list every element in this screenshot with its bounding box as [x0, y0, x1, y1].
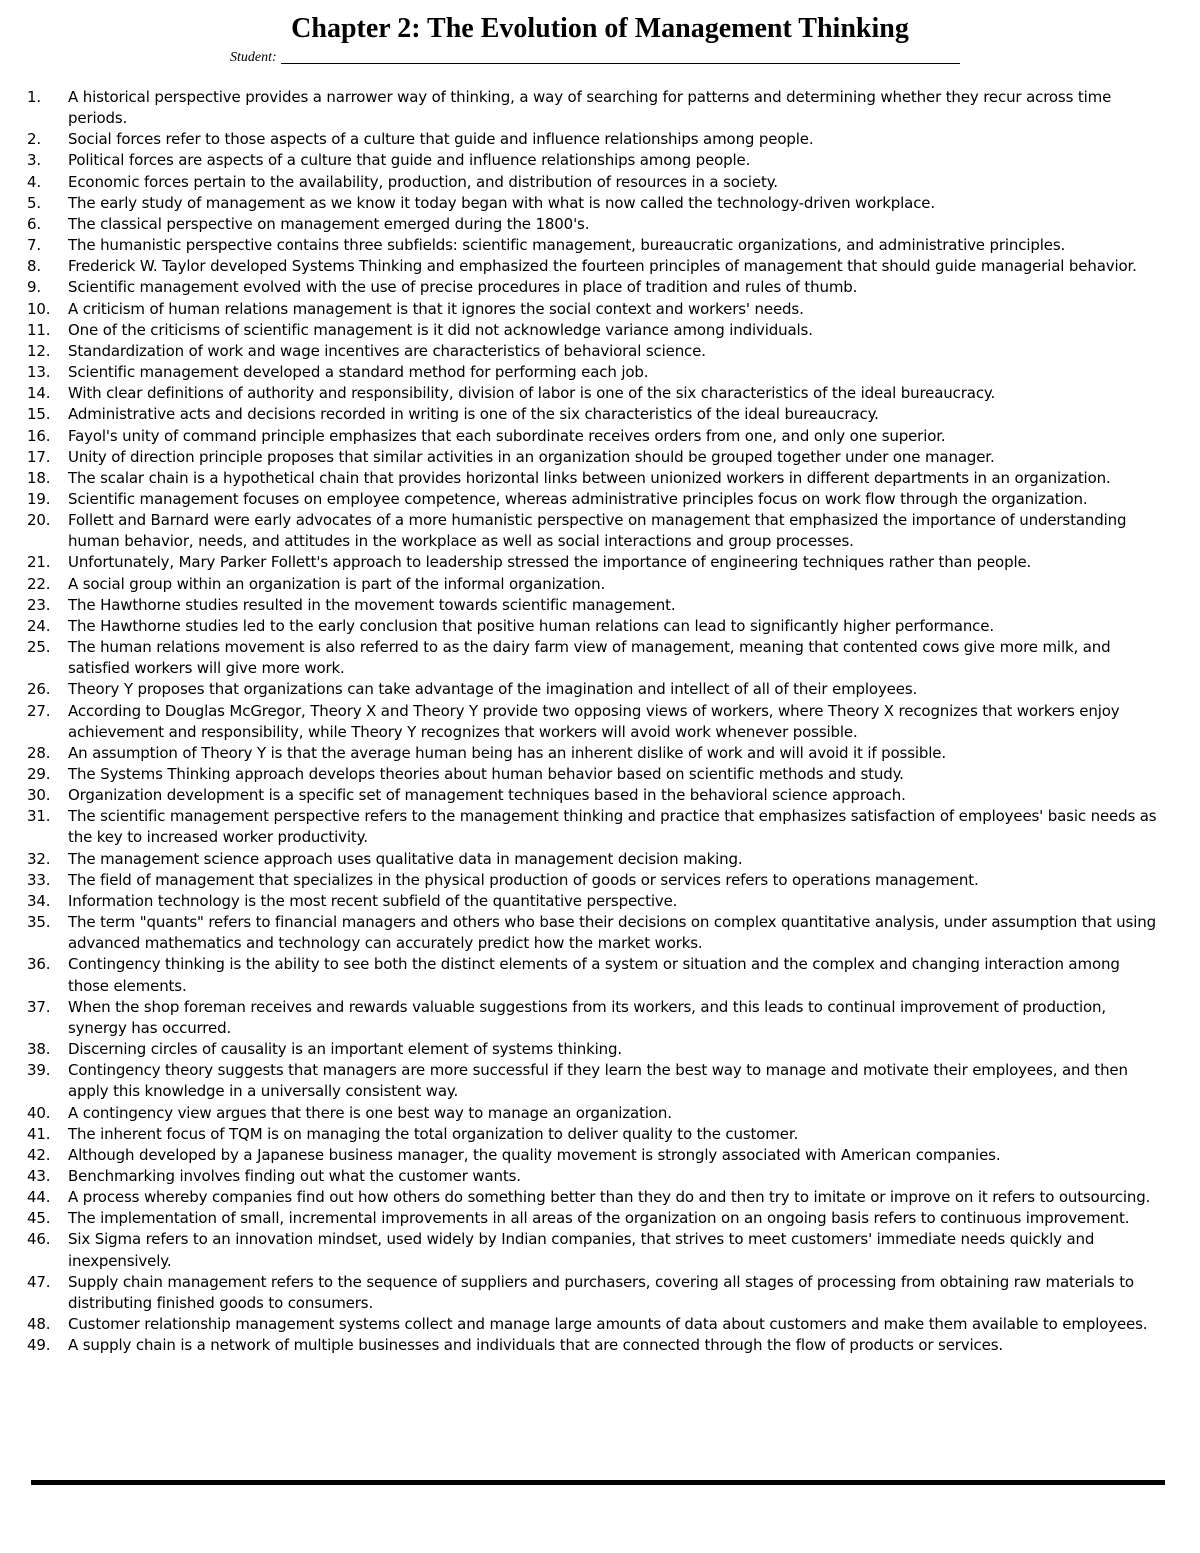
question-item — [0, 299, 1200, 320]
question-number: 40. — [27, 1103, 51, 1122]
page-title: Chapter 2: The Evolution of Management Thinking — [291, 13, 909, 44]
question-text: Customer relationship management systems collect and manage large amounts of data about customers and make them available to employees. — [68, 1315, 1148, 1334]
question-number: 44. — [27, 1188, 51, 1207]
question-text: One of the criticisms of scientific management is it did not acknowledge variance among individuals. — [68, 320, 813, 339]
question-number: 42. — [27, 1145, 51, 1164]
question-text: The early study of management as we know it today began with what is now called the technology-driven workplace. — [68, 193, 935, 212]
question-item — [0, 1103, 1200, 1124]
question-text: The Hawthorne studies led to the early conclusion that positive human relations can lead to significantly higher performance. — [68, 616, 994, 635]
question-number: 6. — [27, 214, 42, 233]
question-text: A supply chain is a network of multiple businesses and individuals that are connected through the flow of products or services. — [68, 1336, 1003, 1355]
question-item — [0, 489, 1200, 510]
question-item — [0, 1145, 1200, 1166]
question-item — [0, 87, 1200, 129]
student-name-row — [230, 44, 960, 66]
question-number: 46. — [27, 1230, 51, 1249]
question-text: Discerning circles of causality is an important element of systems thinking. — [68, 1040, 622, 1059]
question-text: Scientific management developed a standard method for performing each job. — [68, 363, 649, 382]
question-number: 10. — [27, 299, 51, 318]
question-text: A process whereby companies find out how others do something better than they do and then try to imitate or improve on it refers to outsourcing. — [68, 1188, 1151, 1207]
question-text: Scientific management focuses on employee competence, whereas administrative principles focus on work flow through the organization. — [68, 489, 1088, 508]
question-text: Standardization of work and wage incentives are characteristics of behavioral science. — [68, 341, 706, 360]
question-item — [0, 1166, 1200, 1187]
question-number: 29. — [27, 765, 51, 783]
question-number: 2. — [27, 130, 42, 149]
question-text: Scientific management evolved with the use of precise procedures in place of tradition and rules of thumb. — [68, 278, 858, 297]
question-item — [0, 637, 1200, 679]
question-text: An assumption of Theory Y is that the average human being has an inherent dislike of work and will avoid it if possible. — [68, 743, 946, 762]
question-text: A criticism of human relations management is that it ignores the social context and workers' needs. — [68, 299, 804, 318]
question-number: 38. — [27, 1040, 51, 1059]
question-number: 11. — [27, 320, 51, 339]
question-item — [0, 679, 1200, 700]
question-number: 36. — [27, 955, 51, 974]
question-text: The humanistic perspective contains three subfields: scientific management, bureaucratic organizations, and administrative principles. — [68, 236, 1066, 255]
question-number: 28. — [27, 743, 51, 762]
question-number: 39. — [27, 1061, 51, 1080]
question-item — [0, 214, 1200, 235]
question-text: The human relations movement is also referred to as the dairy farm view of management, meaning that contented cows give more milk, and satisfied workers will give more work. — [68, 638, 1111, 678]
question-text: Theory Y proposes that organizations can take advantage of the imagination and intellect of all of their employees. — [68, 680, 918, 699]
question-number: 1. — [27, 88, 42, 106]
question-text: Frederick W. Taylor developed Systems Thinking and emphasized the fourteen principles of management that should guide managerial behavior. — [68, 257, 1137, 276]
question-number: 9. — [27, 278, 42, 297]
question-number: 19. — [27, 489, 51, 508]
question-number: 37. — [27, 997, 51, 1016]
question-text: A social group within an organization is part of the informal organization. — [68, 574, 606, 593]
question-item — [0, 468, 1200, 489]
question-text: The term "quants" refers to financial managers and others who base their decisions on complex quantitative analysis, under assumption that using advanced mathematics and technology can accurately predict how the market works. — [68, 913, 1156, 953]
question-number: 21. — [27, 553, 51, 572]
question-item — [0, 362, 1200, 383]
question-text: Organization development is a specific set of management techniques based in the behavioral science approach. — [68, 786, 906, 805]
question-item — [0, 1272, 1200, 1314]
question-number: 24. — [27, 616, 51, 635]
question-item — [0, 1229, 1200, 1271]
question-number: 22. — [27, 574, 51, 593]
question-text: According to Douglas McGregor, Theory X and Theory Y provide two opposing views of workers, where Theory X recognizes that workers enjoy achievement and responsibility, while Theory Y recognizes that workers will avoid work whenever possible. — [68, 701, 1120, 741]
question-text: The scientific management perspective refers to the management thinking and practice that emphasizes satisfaction of employees' basic needs as the key to increased worker productivity. — [68, 807, 1157, 847]
question-number: 25. — [27, 638, 51, 657]
question-text: The management science approach uses qualitative data in management decision making. — [68, 849, 743, 868]
question-text: Unity of direction principle proposes that similar activities in an organization should be grouped together under one manager. — [68, 447, 995, 466]
question-text: The scalar chain is a hypothetical chain that provides horizontal links between unionized workers in different departments in an organization. — [68, 468, 1111, 487]
question-number: 41. — [27, 1124, 51, 1143]
bottom-divider — [31, 1480, 1165, 1485]
question-list — [0, 87, 1200, 1356]
question-item — [0, 1187, 1200, 1208]
question-number: 27. — [27, 701, 51, 720]
question-text: Benchmarking involves finding out what the customer wants. — [68, 1166, 521, 1185]
question-number: 4. — [27, 172, 42, 191]
question-text: The implementation of small, incremental improvements in all areas of the organization on an ongoing basis refers to continuous improvement. — [68, 1209, 1130, 1228]
question-text: Administrative acts and decisions recorded in writing is one of the six characteristics of the ideal bureaucracy. — [68, 405, 879, 424]
question-item — [0, 447, 1200, 468]
question-text: Social forces refer to those aspects of a culture that guide and influence relationships among people. — [68, 130, 814, 149]
question-item — [0, 954, 1200, 996]
question-number: 12. — [27, 341, 51, 360]
question-number: 5. — [27, 193, 42, 212]
question-item — [0, 701, 1200, 743]
question-item — [0, 1208, 1200, 1229]
question-text: Follett and Barnard were early advocates of a more humanistic perspective on management that emphasized the importance of understanding human behavior, needs, and attitudes in the workplace as well as social interactions and group processes. — [68, 511, 1127, 551]
question-number: 31. — [27, 807, 51, 826]
question-item — [0, 510, 1200, 552]
question-text: Six Sigma refers to an innovation mindset, used widely by Indian companies, that strives to meet customers' immediate needs quickly and inexpensively. — [68, 1230, 1095, 1270]
question-item — [0, 616, 1200, 637]
question-item — [0, 1039, 1200, 1060]
question-item — [0, 595, 1200, 616]
question-item — [0, 1124, 1200, 1145]
question-text: A historical perspective provides a narrower way of thinking, a way of searching for patterns and determining whether they recur across time periods. — [68, 88, 1112, 128]
student-name-blank — [281, 49, 960, 64]
question-item — [0, 193, 1200, 214]
question-item — [0, 806, 1200, 848]
question-item — [0, 1335, 1200, 1356]
question-item — [0, 912, 1200, 954]
question-item — [0, 1314, 1200, 1335]
question-number: 35. — [27, 913, 51, 932]
question-number: 49. — [27, 1336, 51, 1355]
question-number: 34. — [27, 891, 51, 910]
question-text: Contingency thinking is the ability to see both the distinct elements of a system or situation and the complex and changing interaction among those elements. — [68, 955, 1120, 995]
question-number: 16. — [27, 426, 51, 445]
question-number: 7. — [27, 236, 42, 255]
question-text: With clear definitions of authority and responsibility, division of labor is one of the six characteristics of the ideal bureaucracy. — [68, 384, 996, 403]
question-text: Economic forces pertain to the availability, production, and distribution of resources in a society. — [68, 172, 778, 191]
question-text: Political forces are aspects of a culture that guide and influence relationships among people. — [68, 151, 751, 170]
question-number: 33. — [27, 870, 51, 889]
question-number: 15. — [27, 405, 51, 424]
question-item — [0, 764, 1200, 785]
question-item — [0, 426, 1200, 447]
student-label: Student: — [230, 50, 277, 65]
question-item — [0, 849, 1200, 870]
question-number: 23. — [27, 595, 51, 614]
question-item — [0, 1060, 1200, 1102]
question-text: A contingency view argues that there is one best way to manage an organization. — [68, 1103, 672, 1122]
question-item — [0, 129, 1200, 150]
question-item — [0, 320, 1200, 341]
question-item — [0, 552, 1200, 573]
question-number: 30. — [27, 786, 51, 805]
question-number: 47. — [27, 1272, 51, 1291]
question-item — [0, 743, 1200, 764]
question-item — [0, 997, 1200, 1039]
question-item — [0, 404, 1200, 425]
question-text: The field of management that specializes in the physical production of goods or services refers to operations management. — [68, 870, 979, 889]
question-text: The Hawthorne studies resulted in the movement towards scientific management. — [68, 595, 676, 614]
question-text: Supply chain management refers to the sequence of suppliers and purchasers, covering all stages of processing from obtaining raw materials to distributing finished goods to consumers. — [68, 1272, 1134, 1312]
question-item — [0, 256, 1200, 277]
question-number: 17. — [27, 447, 51, 466]
question-item — [0, 235, 1200, 256]
question-number: 13. — [27, 363, 51, 382]
question-item — [0, 383, 1200, 404]
question-item — [0, 785, 1200, 806]
question-number: 48. — [27, 1315, 51, 1334]
question-number: 3. — [27, 151, 42, 170]
question-text: Although developed by a Japanese business manager, the quality movement is strongly associated with American companies. — [68, 1145, 1001, 1164]
question-item — [0, 870, 1200, 891]
question-number: 8. — [27, 257, 42, 276]
question-number: 14. — [27, 384, 51, 403]
question-text: Contingency theory suggests that managers are more successful if they learn the best way to manage and motivate their employees, and then apply this knowledge in a universally consistent way. — [68, 1061, 1128, 1101]
question-number: 43. — [27, 1166, 51, 1185]
question-item — [0, 172, 1200, 193]
question-number: 18. — [27, 468, 51, 487]
question-item — [0, 341, 1200, 362]
question-number: 20. — [27, 511, 51, 530]
question-text: The inherent focus of TQM is on managing the total organization to deliver quality to the customer. — [68, 1124, 799, 1143]
question-item — [0, 891, 1200, 912]
question-text: Information technology is the most recent subfield of the quantitative perspective. — [68, 891, 678, 910]
question-number: 32. — [27, 849, 51, 868]
question-text: Unfortunately, Mary Parker Follett's approach to leadership stressed the importance of engineering techniques rather than people. — [68, 553, 1032, 572]
question-number: 26. — [27, 680, 51, 699]
question-item — [0, 277, 1200, 298]
question-number: 45. — [27, 1209, 51, 1228]
question-text: Fayol's unity of command principle emphasizes that each subordinate receives orders from one, and only one superior. — [68, 426, 946, 445]
question-item — [0, 150, 1200, 171]
question-text: When the shop foreman receives and rewards valuable suggestions from its workers, and this leads to continual improvement of production, synergy has occurred. — [68, 997, 1107, 1037]
question-text: The classical perspective on management emerged during the 1800's. — [68, 214, 590, 233]
question-item — [0, 574, 1200, 595]
question-text: The Systems Thinking approach develops theories about human behavior based on scientific methods and study. — [68, 765, 904, 783]
